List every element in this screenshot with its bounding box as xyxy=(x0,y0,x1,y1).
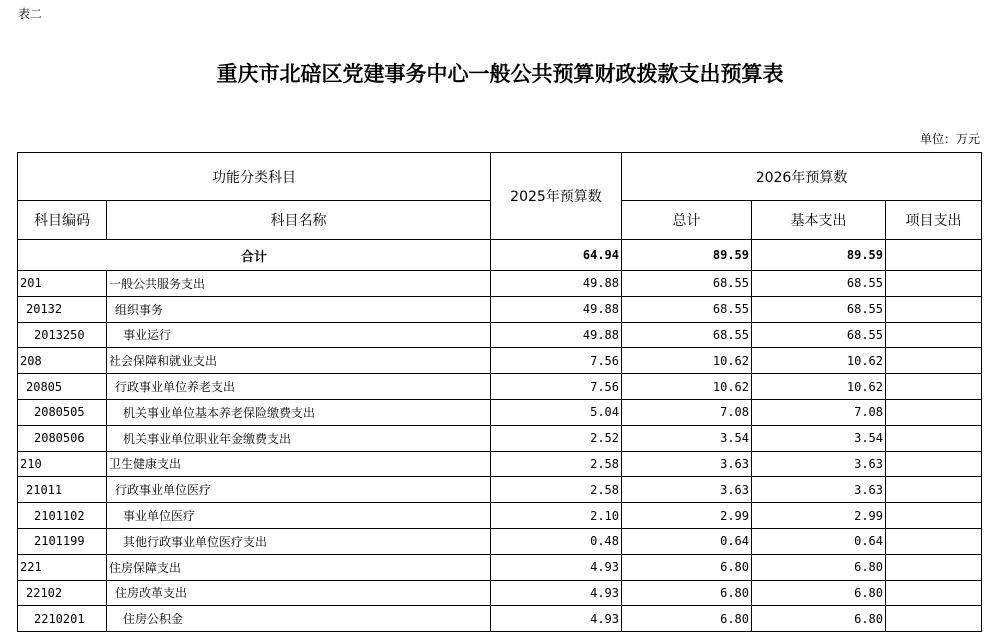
row-2026-project xyxy=(886,554,982,580)
page-title: 重庆市北碚区党建事务中心一般公共预算财政拨款支出预算表 xyxy=(216,61,784,86)
row-2026-total: 3.54 xyxy=(622,425,752,451)
row-code: 210 xyxy=(18,451,107,477)
row-2026-basic: 0.64 xyxy=(752,528,886,554)
row-2026-total: 0.64 xyxy=(622,528,752,554)
row-2026-basic: 10.62 xyxy=(752,374,886,400)
row-2026-basic: 7.08 xyxy=(752,399,886,425)
table-row xyxy=(18,554,982,580)
row-name: 行政事业单位养老支出 xyxy=(107,374,491,400)
total-2026-project xyxy=(886,240,982,271)
row-name: 行政事业单位医疗 xyxy=(107,477,491,503)
row-2026-basic: 68.55 xyxy=(752,271,886,297)
table-row xyxy=(18,271,982,297)
total-label: 合计 xyxy=(18,240,491,271)
table-row xyxy=(18,296,982,322)
row-code: 20805 xyxy=(18,374,107,400)
table-row xyxy=(18,425,982,451)
header-total: 总计 xyxy=(622,201,752,240)
header-category: 功能分类科目 xyxy=(18,153,491,201)
row-2026-total: 68.55 xyxy=(622,322,752,348)
row-2026-total: 68.55 xyxy=(622,296,752,322)
header-project: 项目支出 xyxy=(886,201,982,240)
row-2026-basic: 10.62 xyxy=(752,348,886,374)
header-name: 科目名称 xyxy=(107,201,491,240)
total-2026-basic: 89.59 xyxy=(752,240,886,271)
total-2025: 64.94 xyxy=(491,240,622,271)
row-code: 20132 xyxy=(18,296,107,322)
row-2026-total: 6.80 xyxy=(622,606,752,632)
row-2026-basic: 68.55 xyxy=(752,296,886,322)
row-2026-basic: 6.80 xyxy=(752,580,886,606)
row-2025: 5.04 xyxy=(491,399,622,425)
table-row xyxy=(18,477,982,503)
row-2025: 49.88 xyxy=(491,296,622,322)
row-name: 一般公共服务支出 xyxy=(107,271,491,297)
document-label: 表二 xyxy=(18,7,43,21)
row-code: 2210201 xyxy=(18,606,107,632)
row-2025: 49.88 xyxy=(491,322,622,348)
row-2026-total: 3.63 xyxy=(622,451,752,477)
row-2025: 7.56 xyxy=(491,348,622,374)
table-row xyxy=(18,503,982,529)
budget-table xyxy=(17,152,982,632)
row-2026-basic: 6.80 xyxy=(752,554,886,580)
row-2026-project xyxy=(886,374,982,400)
table-row xyxy=(18,606,982,632)
row-2026-total: 6.80 xyxy=(622,580,752,606)
row-code: 2013250 xyxy=(18,322,107,348)
row-2025: 7.56 xyxy=(491,374,622,400)
row-2026-basic: 6.80 xyxy=(752,606,886,632)
row-2026-project xyxy=(886,606,982,632)
row-2025: 2.58 xyxy=(491,451,622,477)
unit-label: 单位：万元 xyxy=(919,132,980,146)
row-code: 2101102 xyxy=(18,503,107,529)
row-2025: 49.88 xyxy=(491,271,622,297)
row-code: 2080505 xyxy=(18,399,107,425)
row-name: 事业运行 xyxy=(107,322,491,348)
row-2026-basic: 3.63 xyxy=(752,477,886,503)
row-code: 208 xyxy=(18,348,107,374)
row-2026-project xyxy=(886,528,982,554)
table-row xyxy=(18,451,982,477)
row-name: 住房改革支出 xyxy=(107,580,491,606)
row-name: 住房公积金 xyxy=(107,606,491,632)
row-2026-total: 7.08 xyxy=(622,399,752,425)
row-name: 事业单位医疗 xyxy=(107,503,491,529)
row-code: 2101199 xyxy=(18,528,107,554)
row-name: 机关事业单位基本养老保险缴费支出 xyxy=(107,399,491,425)
row-2025: 0.48 xyxy=(491,528,622,554)
row-2026-project xyxy=(886,425,982,451)
row-code: 2080506 xyxy=(18,425,107,451)
table-row xyxy=(18,374,982,400)
total-2026-total: 89.59 xyxy=(622,240,752,271)
row-2026-basic: 3.54 xyxy=(752,425,886,451)
row-2026-project xyxy=(886,348,982,374)
row-name: 其他行政事业单位医疗支出 xyxy=(107,528,491,554)
row-2026-total: 3.63 xyxy=(622,477,752,503)
row-2026-project xyxy=(886,477,982,503)
row-name: 住房保障支出 xyxy=(107,554,491,580)
row-2026-project xyxy=(886,503,982,529)
row-name: 组织事务 xyxy=(107,296,491,322)
row-2025: 2.52 xyxy=(491,425,622,451)
table-row xyxy=(18,348,982,374)
row-2026-total: 6.80 xyxy=(622,554,752,580)
row-2026-basic: 3.63 xyxy=(752,451,886,477)
row-2026-total: 2.99 xyxy=(622,503,752,529)
row-2026-total: 10.62 xyxy=(622,348,752,374)
header-row-1 xyxy=(18,153,982,201)
header-basic: 基本支出 xyxy=(752,201,886,240)
row-2025: 4.93 xyxy=(491,606,622,632)
row-2026-project xyxy=(886,580,982,606)
row-2025: 4.93 xyxy=(491,554,622,580)
row-2025: 2.10 xyxy=(491,503,622,529)
table-row xyxy=(18,399,982,425)
header-code: 科目编码 xyxy=(18,201,107,240)
row-name: 卫生健康支出 xyxy=(107,451,491,477)
table-row xyxy=(18,580,982,606)
table-row xyxy=(18,322,982,348)
total-row xyxy=(18,240,982,271)
row-code: 221 xyxy=(18,554,107,580)
row-2025: 4.93 xyxy=(491,580,622,606)
table-row xyxy=(18,528,982,554)
header-budget-2025: 2025年预算数 xyxy=(491,153,622,240)
row-code: 201 xyxy=(18,271,107,297)
header-budget-2026: 2026年预算数 xyxy=(622,153,982,201)
row-2026-basic: 2.99 xyxy=(752,503,886,529)
row-code: 21011 xyxy=(18,477,107,503)
row-2026-project xyxy=(886,322,982,348)
row-code: 22102 xyxy=(18,580,107,606)
row-2026-project xyxy=(886,296,982,322)
row-2026-project xyxy=(886,399,982,425)
row-2026-basic: 68.55 xyxy=(752,322,886,348)
row-2025: 2.58 xyxy=(491,477,622,503)
row-2026-project xyxy=(886,451,982,477)
row-2026-project xyxy=(886,271,982,297)
row-name: 机关事业单位职业年金缴费支出 xyxy=(107,425,491,451)
row-2026-total: 10.62 xyxy=(622,374,752,400)
row-name: 社会保障和就业支出 xyxy=(107,348,491,374)
row-2026-total: 68.55 xyxy=(622,271,752,297)
